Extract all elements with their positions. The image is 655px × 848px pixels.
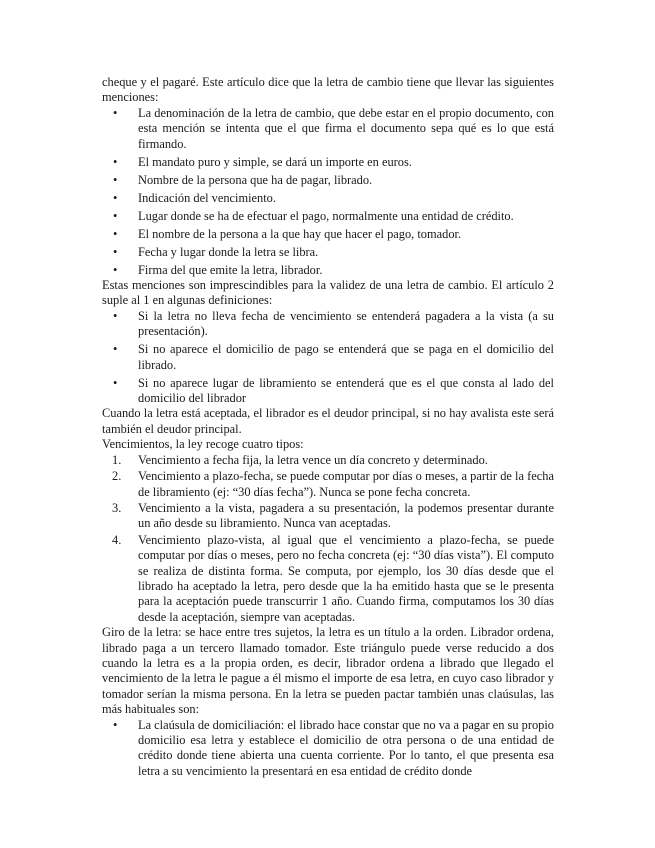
list-number: 4. [112, 532, 122, 547]
list-item-text: Vencimiento a la vista, pagadera a su presentación, la podemos presentar durante un año desde su libramiento. Nunca van aceptadas. [138, 500, 554, 531]
list-item [102, 342, 554, 373]
definiciones-list [102, 309, 554, 407]
list-item [102, 155, 554, 170]
list-item-text: Vencimiento a fecha fija, la letra vence un día concreto y determinado. [138, 452, 488, 467]
bullet-icon: • [113, 154, 118, 169]
list-item [102, 209, 554, 224]
list-item-text: Indicación del vencimiento. [138, 190, 276, 205]
list-item-text: Firma del que emite la letra, librador. [138, 262, 323, 277]
bullet-icon: • [113, 342, 118, 357]
list-item [102, 227, 554, 242]
list-item [102, 309, 554, 340]
vencimientos-intro: Vencimientos, la ley recoge cuatro tipos: [102, 437, 304, 452]
bullet-icon: • [113, 375, 118, 390]
menciones-paragraph: Estas menciones son imprescindibles para la validez de una letra de cambio. El artículo 2 suple al 1 en algunas definiciones: [102, 278, 554, 308]
list-item-text: Si no aparece lugar de libramiento se entenderá que es el que consta al lado del domicilio del librador [138, 375, 554, 406]
list-item [102, 173, 554, 188]
bullet-icon: • [113, 208, 118, 223]
bullet-icon: • [113, 172, 118, 187]
bullet-icon: • [113, 262, 118, 277]
bullet-icon: • [113, 308, 118, 323]
list-item [102, 501, 554, 532]
list-item [102, 718, 554, 780]
giro-paragraph: Giro de la letra: se hace entre tres sujetos, la letra es un título a la orden. Librador ordena, librado paga a un tercero llamado tomador. Este triángulo puede verse reducido a dos cuando la letra es a la propia orden, es decir, librador ordena a librado que llegado el vencimiento de la letra le pague a él mismo el importe de esa letra, en cuyo caso librador y tomador serían la misma persona. En la letra se pueden pactar también unas claúsulas, las más habituales son: [102, 625, 554, 717]
list-item-text: Fecha y lugar donde la letra se libra. [138, 244, 319, 259]
list-item-text: El nombre de la persona a la que hay que hacer el pago, tomador. [138, 226, 462, 241]
clausulas-list [102, 718, 554, 780]
list-item [102, 263, 554, 278]
list-item-text: Si la letra no lleva fecha de vencimiento se entenderá pagadera a la vista (a su presentación). [138, 308, 554, 339]
list-item-text: Lugar donde se ha de efectuar el pago, normalmente una entidad de crédito. [138, 208, 514, 223]
document-page [102, 75, 554, 779]
list-item-text: La denominación de la letra de cambio, que debe estar en el propio documento, con esta mención se intenta que el que firma el documento sepa qué es lo que está firmando. [138, 105, 554, 151]
list-item [102, 533, 554, 625]
list-item [102, 245, 554, 260]
list-item-text: Si no aparece el domicilio de pago se entenderá que se paga en el domicilio del librado. [138, 342, 554, 372]
bullet-icon: • [113, 244, 118, 259]
bullet-icon: • [113, 717, 118, 732]
vencimientos-list [102, 453, 554, 625]
list-item [102, 376, 554, 407]
menciones-list [102, 106, 554, 278]
list-number: 3. [112, 500, 122, 515]
list-item [102, 453, 554, 468]
list-item-text: Nombre de la persona que ha de pagar, librado. [138, 172, 373, 187]
list-number: 1. [112, 452, 122, 467]
aceptada-paragraph: Cuando la letra está aceptada, el librador es el deudor principal, si no hay avalista este será también el deudor principal. [102, 406, 554, 436]
bullet-icon: • [113, 190, 118, 205]
list-item-text: Vencimiento plazo-vista, al igual que el vencimiento a plazo-fecha, se puede computar por días o meses, pero no fecha concreta (ej: “30 días vista”). El computo se realiza de distinta forma. Se computa, por ejemplo, los 30 días desde que el librado ha aceptado la letra, pero desde que la ha emitido hasta que se le presenta para la aceptación puede transcurrir 1 año. Cuando firma, computamos los 30 días desde la aceptación, siempre van aceptadas. [138, 532, 554, 624]
intro-paragraph: cheque y el pagaré. Este artículo dice que la letra de cambio tiene que llevar las siguientes menciones: [102, 75, 554, 105]
list-item-text: Vencimiento a plazo-fecha, se puede computar por días o meses, a partir de la fecha de libramiento (ej: “30 días fecha”). Nunca se pone fecha concreta. [138, 469, 554, 499]
bullet-icon: • [113, 105, 118, 120]
list-item [102, 469, 554, 500]
list-number: 2. [112, 469, 122, 484]
bullet-icon: • [113, 226, 118, 241]
list-item [102, 106, 554, 152]
list-item [102, 191, 554, 206]
list-item-text: El mandato puro y simple, se dará un importe en euros. [138, 154, 412, 169]
list-item-text: La claúsula de domiciliación: el librado hace constar que no va a pagar en su propio domicilio esa letra y establece el domicilio de otra persona o de una entidad de crédito donde tiene abierta una cuenta corriente. Por lo tanto, el que presenta esa letra a su vencimiento la presentará en esa entidad de crédito donde [138, 717, 554, 778]
